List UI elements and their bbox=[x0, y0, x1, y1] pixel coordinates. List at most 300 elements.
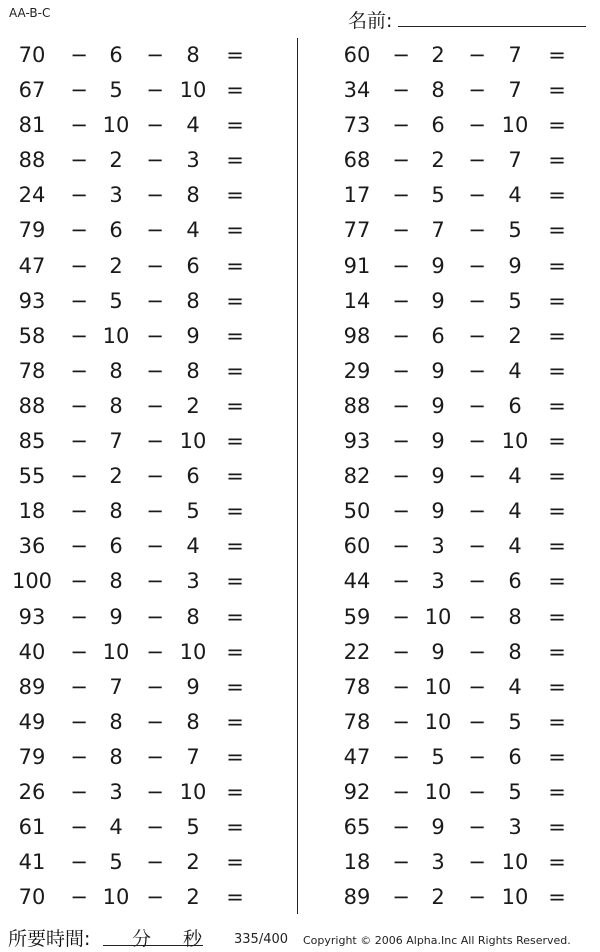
minuend: 67 bbox=[18, 78, 46, 103]
minus-sign: − bbox=[146, 674, 164, 699]
minus-sign: − bbox=[70, 148, 88, 173]
equals-sign: = bbox=[548, 253, 566, 278]
equals-sign: = bbox=[226, 674, 244, 699]
subtrahend-1: 6 bbox=[109, 218, 123, 243]
subtrahend-2: 9 bbox=[186, 674, 200, 699]
minuend: 98 bbox=[343, 323, 371, 348]
minus-sign: − bbox=[392, 113, 410, 138]
subtrahend-1: 2 bbox=[431, 885, 445, 910]
equals-sign: = bbox=[226, 569, 244, 594]
equals-sign: = bbox=[226, 358, 244, 383]
problem-row bbox=[0, 459, 290, 494]
equals-sign: = bbox=[226, 779, 244, 804]
problem-row bbox=[322, 213, 600, 248]
minus-sign: − bbox=[146, 253, 164, 278]
minus-sign: − bbox=[146, 885, 164, 910]
minus-sign: − bbox=[392, 288, 410, 313]
minuend: 68 bbox=[343, 148, 371, 173]
minuend: 65 bbox=[343, 815, 371, 840]
minuend: 88 bbox=[343, 393, 371, 418]
minus-sign: − bbox=[468, 499, 486, 524]
equals-sign: = bbox=[548, 323, 566, 348]
minus-sign: − bbox=[392, 569, 410, 594]
minus-sign: − bbox=[392, 885, 410, 910]
minus-sign: − bbox=[468, 148, 486, 173]
minus-sign: − bbox=[468, 885, 486, 910]
problems-left-column bbox=[0, 38, 290, 915]
minuend: 17 bbox=[343, 183, 371, 208]
minus-sign: − bbox=[70, 78, 88, 103]
minuend: 60 bbox=[343, 43, 371, 67]
subtrahend-1: 7 bbox=[109, 429, 123, 454]
equals-sign: = bbox=[226, 534, 244, 559]
subtrahend-1: 8 bbox=[431, 78, 445, 103]
problem-row bbox=[0, 178, 290, 213]
minus-sign: − bbox=[70, 183, 88, 208]
minuend: 18 bbox=[18, 499, 46, 524]
minus-sign: − bbox=[70, 744, 88, 769]
subtrahend-2: 8 bbox=[186, 709, 200, 734]
subtrahend-1: 3 bbox=[109, 183, 123, 208]
equals-sign: = bbox=[226, 885, 244, 910]
minus-sign: − bbox=[146, 815, 164, 840]
subtrahend-1: 5 bbox=[109, 850, 123, 875]
minuend: 36 bbox=[18, 534, 46, 559]
minus-sign: − bbox=[468, 323, 486, 348]
problem-row bbox=[322, 38, 600, 73]
minus-sign: − bbox=[392, 639, 410, 664]
minus-sign: − bbox=[392, 534, 410, 559]
minus-sign: − bbox=[146, 464, 164, 489]
subtrahend-2: 7 bbox=[508, 43, 522, 67]
minus-sign: − bbox=[70, 218, 88, 243]
minus-sign: − bbox=[146, 744, 164, 769]
subtrahend-2: 10 bbox=[179, 779, 207, 804]
minus-sign: − bbox=[70, 674, 88, 699]
equals-sign: = bbox=[226, 253, 244, 278]
equals-sign: = bbox=[226, 393, 244, 418]
equals-sign: = bbox=[226, 183, 244, 208]
subtrahend-1: 3 bbox=[431, 534, 445, 559]
subtrahend-1: 3 bbox=[431, 850, 445, 875]
minus-sign: − bbox=[70, 569, 88, 594]
minus-sign: − bbox=[392, 429, 410, 454]
problem-row bbox=[0, 424, 290, 459]
minus-sign: − bbox=[146, 639, 164, 664]
problems-right-column bbox=[322, 38, 600, 915]
subtrahend-1: 8 bbox=[109, 358, 123, 383]
equals-sign: = bbox=[548, 183, 566, 208]
minuend: 70 bbox=[18, 43, 46, 67]
subtrahend-2: 9 bbox=[186, 323, 200, 348]
problem-row bbox=[0, 354, 290, 389]
minus-sign: − bbox=[146, 569, 164, 594]
equals-sign: = bbox=[226, 429, 244, 454]
equals-sign: = bbox=[226, 43, 244, 67]
equals-sign: = bbox=[548, 499, 566, 524]
minus-sign: − bbox=[70, 288, 88, 313]
minus-sign: − bbox=[146, 393, 164, 418]
minuend: 26 bbox=[18, 779, 46, 804]
problem-row bbox=[0, 705, 290, 740]
minus-sign: − bbox=[392, 674, 410, 699]
subtrahend-2: 4 bbox=[508, 358, 522, 383]
minus-sign: − bbox=[70, 113, 88, 138]
equals-sign: = bbox=[226, 639, 244, 664]
subtrahend-2: 4 bbox=[508, 499, 522, 524]
subtrahend-2: 4 bbox=[508, 674, 522, 699]
problem-row bbox=[0, 635, 290, 670]
minuend: 24 bbox=[18, 183, 46, 208]
minuend: 29 bbox=[343, 358, 371, 383]
subtrahend-2: 10 bbox=[501, 885, 529, 910]
equals-sign: = bbox=[548, 885, 566, 910]
minuend: 78 bbox=[343, 674, 371, 699]
minus-sign: − bbox=[468, 358, 486, 383]
subtrahend-2: 8 bbox=[508, 639, 522, 664]
subtrahend-2: 8 bbox=[186, 288, 200, 313]
subtrahend-2: 5 bbox=[186, 815, 200, 840]
equals-sign: = bbox=[548, 744, 566, 769]
equals-sign: = bbox=[548, 43, 566, 67]
minus-sign: − bbox=[468, 604, 486, 629]
minus-sign: − bbox=[392, 43, 410, 67]
subtrahend-1: 5 bbox=[431, 183, 445, 208]
problem-row bbox=[0, 249, 290, 284]
subtrahend-2: 5 bbox=[508, 288, 522, 313]
problem-row bbox=[322, 845, 600, 880]
subtrahend-2: 4 bbox=[508, 464, 522, 489]
minus-sign: − bbox=[468, 639, 486, 664]
subtrahend-1: 9 bbox=[431, 464, 445, 489]
equals-sign: = bbox=[548, 393, 566, 418]
problem-row bbox=[0, 38, 290, 73]
subtrahend-1: 10 bbox=[424, 709, 452, 734]
subtrahend-1: 10 bbox=[424, 779, 452, 804]
problem-row bbox=[322, 880, 600, 915]
problem-row bbox=[322, 354, 600, 389]
minus-sign: − bbox=[392, 815, 410, 840]
minus-sign: − bbox=[468, 464, 486, 489]
subtrahend-1: 7 bbox=[109, 674, 123, 699]
subtrahend-2: 2 bbox=[186, 850, 200, 875]
minus-sign: − bbox=[468, 113, 486, 138]
problem-row bbox=[322, 108, 600, 143]
subtrahend-1: 3 bbox=[431, 569, 445, 594]
minuend: 18 bbox=[343, 850, 371, 875]
equals-sign: = bbox=[226, 323, 244, 348]
subtrahend-2: 4 bbox=[508, 534, 522, 559]
subtrahend-1: 9 bbox=[431, 253, 445, 278]
problem-row bbox=[322, 670, 600, 705]
subtrahend-1: 6 bbox=[109, 534, 123, 559]
subtrahend-1: 10 bbox=[102, 885, 130, 910]
subtrahend-1: 9 bbox=[431, 639, 445, 664]
minuend: 70 bbox=[18, 885, 46, 910]
minuend: 78 bbox=[18, 358, 46, 383]
name-line bbox=[398, 26, 586, 27]
minus-sign: − bbox=[468, 288, 486, 313]
problem-row bbox=[322, 810, 600, 845]
minus-sign: − bbox=[468, 429, 486, 454]
equals-sign: = bbox=[548, 113, 566, 138]
subtrahend-1: 6 bbox=[431, 323, 445, 348]
subtrahend-2: 10 bbox=[179, 639, 207, 664]
problem-row bbox=[322, 494, 600, 529]
minuend: 88 bbox=[18, 393, 46, 418]
minus-sign: − bbox=[468, 850, 486, 875]
minuend: 60 bbox=[343, 534, 371, 559]
subtrahend-2: 9 bbox=[508, 253, 522, 278]
minus-sign: − bbox=[70, 815, 88, 840]
minus-sign: − bbox=[392, 218, 410, 243]
subtrahend-2: 10 bbox=[179, 78, 207, 103]
minuend: 78 bbox=[343, 709, 371, 734]
minus-sign: − bbox=[468, 709, 486, 734]
subtrahend-2: 3 bbox=[508, 815, 522, 840]
subtrahend-1: 10 bbox=[102, 639, 130, 664]
subtrahend-1: 9 bbox=[431, 288, 445, 313]
equals-sign: = bbox=[548, 78, 566, 103]
minus-sign: − bbox=[146, 323, 164, 348]
minuend: 22 bbox=[343, 639, 371, 664]
minuend: 77 bbox=[343, 218, 371, 243]
subtrahend-1: 2 bbox=[109, 253, 123, 278]
equals-sign: = bbox=[548, 639, 566, 664]
minuend: 58 bbox=[18, 323, 46, 348]
minuend: 82 bbox=[343, 464, 371, 489]
minus-sign: − bbox=[392, 709, 410, 734]
minuend: 89 bbox=[18, 674, 46, 699]
subtrahend-1: 9 bbox=[431, 393, 445, 418]
subtrahend-1: 8 bbox=[109, 499, 123, 524]
subtrahend-1: 9 bbox=[431, 815, 445, 840]
problem-row bbox=[322, 249, 600, 284]
subtrahend-2: 5 bbox=[186, 499, 200, 524]
problem-row bbox=[0, 740, 290, 775]
equals-sign: = bbox=[226, 148, 244, 173]
minus-sign: − bbox=[70, 43, 88, 67]
problem-row bbox=[322, 775, 600, 810]
minus-sign: − bbox=[468, 674, 486, 699]
minuend: 88 bbox=[18, 148, 46, 173]
subtrahend-2: 5 bbox=[508, 779, 522, 804]
problem-row bbox=[322, 529, 600, 564]
subtrahend-2: 4 bbox=[186, 534, 200, 559]
problem-row bbox=[0, 810, 290, 845]
subtrahend-2: 5 bbox=[508, 218, 522, 243]
minuend: 61 bbox=[18, 815, 46, 840]
equals-sign: = bbox=[226, 850, 244, 875]
subtrahend-2: 8 bbox=[508, 604, 522, 629]
minus-sign: − bbox=[146, 148, 164, 173]
minus-sign: − bbox=[392, 148, 410, 173]
problem-row bbox=[0, 143, 290, 178]
subtrahend-1: 6 bbox=[109, 43, 123, 67]
subtrahend-1: 5 bbox=[431, 744, 445, 769]
problem-row bbox=[322, 600, 600, 635]
minus-sign: − bbox=[392, 253, 410, 278]
subtrahend-2: 8 bbox=[186, 604, 200, 629]
minus-sign: − bbox=[392, 499, 410, 524]
problem-row bbox=[0, 600, 290, 635]
problem-row bbox=[0, 108, 290, 143]
equals-sign: = bbox=[226, 815, 244, 840]
minuend: 49 bbox=[18, 709, 46, 734]
minus-sign: − bbox=[146, 218, 164, 243]
minus-sign: − bbox=[468, 78, 486, 103]
minus-sign: − bbox=[70, 464, 88, 489]
equals-sign: = bbox=[548, 358, 566, 383]
subtrahend-2: 7 bbox=[508, 78, 522, 103]
minus-sign: − bbox=[146, 358, 164, 383]
problem-row bbox=[0, 775, 290, 810]
problem-row bbox=[322, 178, 600, 213]
subtrahend-2: 6 bbox=[508, 569, 522, 594]
name-label: 名前: bbox=[348, 10, 393, 32]
minus-sign: − bbox=[468, 779, 486, 804]
minus-sign: − bbox=[70, 429, 88, 454]
subtrahend-2: 4 bbox=[508, 183, 522, 208]
minus-sign: − bbox=[468, 744, 486, 769]
minuend: 93 bbox=[18, 604, 46, 629]
problem-row bbox=[322, 424, 600, 459]
problem-row bbox=[0, 213, 290, 248]
minus-sign: − bbox=[146, 850, 164, 875]
minus-sign: − bbox=[468, 534, 486, 559]
subtrahend-1: 8 bbox=[109, 569, 123, 594]
minuend: 55 bbox=[18, 464, 46, 489]
subtrahend-1: 7 bbox=[431, 218, 445, 243]
minus-sign: − bbox=[70, 639, 88, 664]
minus-sign: − bbox=[468, 218, 486, 243]
equals-sign: = bbox=[548, 569, 566, 594]
minuend: 73 bbox=[343, 113, 371, 138]
subtrahend-2: 6 bbox=[186, 464, 200, 489]
minus-sign: − bbox=[392, 604, 410, 629]
minuend: 100 bbox=[11, 569, 53, 594]
equals-sign: = bbox=[226, 288, 244, 313]
minuend: 40 bbox=[18, 639, 46, 664]
equals-sign: = bbox=[226, 499, 244, 524]
subtrahend-1: 10 bbox=[102, 113, 130, 138]
subtrahend-2: 6 bbox=[508, 393, 522, 418]
minuend: 85 bbox=[18, 429, 46, 454]
equals-sign: = bbox=[548, 218, 566, 243]
problem-row bbox=[322, 705, 600, 740]
problem-row bbox=[0, 494, 290, 529]
problem-row bbox=[322, 73, 600, 108]
minuend: 47 bbox=[343, 744, 371, 769]
subtrahend-2: 3 bbox=[186, 148, 200, 173]
subtrahend-2: 5 bbox=[508, 709, 522, 734]
subtrahend-2: 6 bbox=[186, 253, 200, 278]
minus-sign: − bbox=[70, 499, 88, 524]
copyright: Copyright © 2006 Alpha.Inc All Rights Reserved. bbox=[303, 934, 571, 947]
subtrahend-1: 2 bbox=[431, 148, 445, 173]
problem-row bbox=[0, 564, 290, 599]
equals-sign: = bbox=[548, 674, 566, 699]
equals-sign: = bbox=[226, 744, 244, 769]
subtrahend-2: 4 bbox=[186, 218, 200, 243]
equals-sign: = bbox=[548, 534, 566, 559]
subtrahend-2: 8 bbox=[186, 183, 200, 208]
subtrahend-1: 3 bbox=[109, 779, 123, 804]
problem-row bbox=[0, 529, 290, 564]
problem-row bbox=[322, 284, 600, 319]
minus-sign: − bbox=[468, 253, 486, 278]
minus-sign: − bbox=[392, 78, 410, 103]
problem-row bbox=[322, 459, 600, 494]
subtrahend-2: 2 bbox=[186, 393, 200, 418]
subtrahend-1: 9 bbox=[431, 358, 445, 383]
subtrahend-1: 9 bbox=[109, 604, 123, 629]
subtrahend-2: 4 bbox=[186, 113, 200, 138]
equals-sign: = bbox=[226, 464, 244, 489]
subtrahend-2: 3 bbox=[186, 569, 200, 594]
subtrahend-1: 5 bbox=[109, 78, 123, 103]
minus-sign: − bbox=[70, 253, 88, 278]
subtrahend-1: 2 bbox=[109, 464, 123, 489]
minus-sign: − bbox=[468, 815, 486, 840]
minus-sign: − bbox=[146, 288, 164, 313]
equals-sign: = bbox=[548, 815, 566, 840]
problem-row bbox=[0, 389, 290, 424]
equals-sign: = bbox=[548, 429, 566, 454]
minuend: 81 bbox=[18, 113, 46, 138]
minus-sign: − bbox=[70, 534, 88, 559]
minuend: 14 bbox=[343, 288, 371, 313]
minus-sign: − bbox=[146, 779, 164, 804]
minus-sign: − bbox=[468, 569, 486, 594]
equals-sign: = bbox=[548, 464, 566, 489]
minuend: 91 bbox=[343, 253, 371, 278]
subtrahend-1: 10 bbox=[102, 323, 130, 348]
seconds-label: 秒 bbox=[183, 928, 203, 950]
problem-row bbox=[322, 143, 600, 178]
equals-sign: = bbox=[548, 850, 566, 875]
minuend: 79 bbox=[18, 218, 46, 243]
equals-sign: = bbox=[548, 148, 566, 173]
minus-sign: − bbox=[468, 43, 486, 67]
subtrahend-2: 6 bbox=[508, 744, 522, 769]
minus-sign: − bbox=[468, 393, 486, 418]
problem-row bbox=[322, 635, 600, 670]
page-number: 335/400 bbox=[234, 932, 289, 947]
subtrahend-2: 2 bbox=[508, 323, 522, 348]
minus-sign: − bbox=[70, 779, 88, 804]
equals-sign: = bbox=[548, 779, 566, 804]
minuend: 44 bbox=[343, 569, 371, 594]
minuend: 79 bbox=[18, 744, 46, 769]
subtrahend-1: 8 bbox=[109, 709, 123, 734]
subtrahend-1: 10 bbox=[424, 604, 452, 629]
minus-sign: − bbox=[392, 183, 410, 208]
minus-sign: − bbox=[146, 709, 164, 734]
subtrahend-1: 9 bbox=[431, 429, 445, 454]
minus-sign: − bbox=[146, 43, 164, 67]
minuend: 93 bbox=[18, 288, 46, 313]
minuend: 41 bbox=[18, 850, 46, 875]
minus-sign: − bbox=[70, 358, 88, 383]
equals-sign: = bbox=[548, 709, 566, 734]
equals-sign: = bbox=[226, 78, 244, 103]
subtrahend-1: 2 bbox=[431, 43, 445, 67]
minus-sign: − bbox=[146, 183, 164, 208]
subtrahend-2: 7 bbox=[508, 148, 522, 173]
problem-row bbox=[322, 740, 600, 775]
minuend: 34 bbox=[343, 78, 371, 103]
